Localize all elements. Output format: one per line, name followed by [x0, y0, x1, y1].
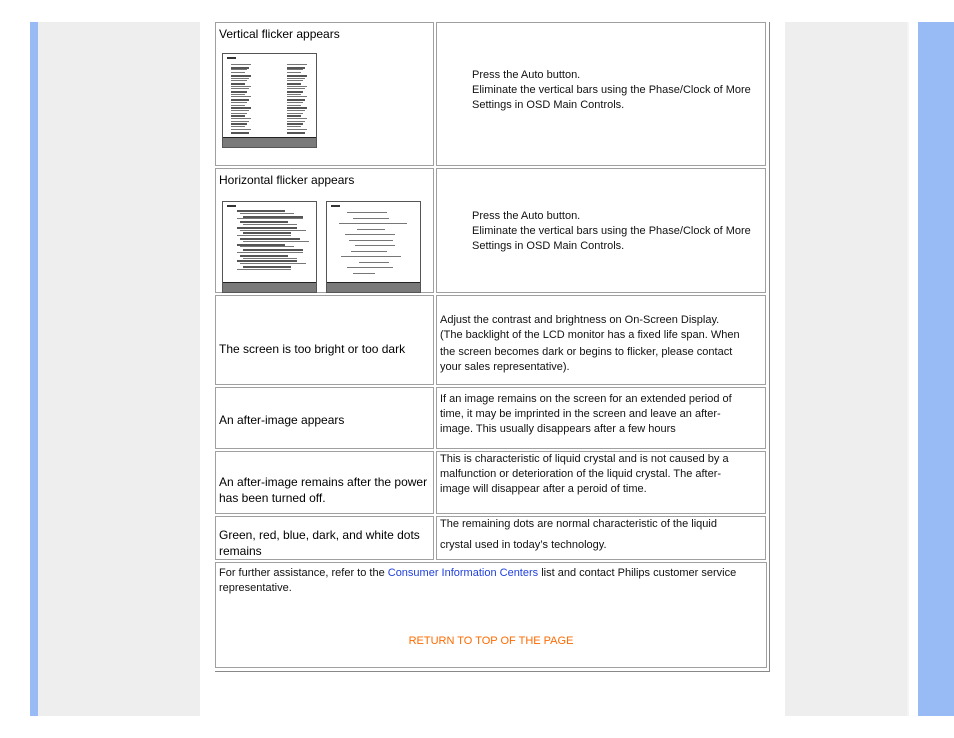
- illustration-line: [243, 232, 291, 234]
- illustration-line: [287, 99, 305, 101]
- illustration-line: [231, 75, 251, 77]
- solution-cell: [436, 387, 766, 449]
- solution-cell: [436, 168, 766, 293]
- illustration-line: [287, 64, 307, 65]
- illustration-line: [287, 123, 303, 125]
- illustration-line: [287, 72, 301, 73]
- illustration-line: [353, 218, 389, 219]
- consumer-information-centers-link[interactable]: Consumer Information Centers: [387, 567, 539, 579]
- illustration-line: [287, 118, 307, 119]
- illustration-line: [351, 251, 387, 252]
- right-blue-strip: [918, 22, 954, 716]
- horizontal-flicker-illustration-1: [222, 201, 317, 293]
- illustration-line: [287, 86, 307, 87]
- problem-cell: [215, 22, 434, 166]
- return-to-top-link[interactable]: RETURN TO TOP OF THE PAGE: [408, 635, 574, 647]
- problem-cell: [215, 387, 434, 449]
- illustration-line: [347, 212, 387, 213]
- illustration-line: [240, 213, 294, 214]
- illustration-line: [240, 230, 306, 231]
- troubleshooting-table: [215, 22, 770, 672]
- illustration-line: [287, 132, 305, 134]
- illustration-line: [237, 269, 291, 270]
- left-gray-panel: [38, 22, 200, 716]
- illustration-line: [287, 67, 305, 69]
- illustration-line: [231, 99, 249, 101]
- illustration-line: [287, 126, 301, 127]
- problem-cell: [215, 168, 434, 293]
- illustration-line: [287, 110, 305, 111]
- illustration-line: [243, 266, 291, 268]
- illustration-line: [355, 245, 395, 246]
- illustration-line: [287, 91, 303, 93]
- solution-cell: [436, 22, 766, 166]
- illustration-line: [240, 255, 288, 257]
- illustration-line: [287, 69, 303, 70]
- illustration-line: [243, 241, 309, 242]
- further-assistance-text: For further assistance, refer to the Consumer Information Centers list and contact Philips customer service representative.: [219, 567, 737, 594]
- illustration-line: [243, 258, 297, 259]
- vertical-flicker-illustration: [222, 53, 317, 148]
- solution-cell: [436, 295, 766, 385]
- illustration-line: [231, 80, 247, 81]
- illustration-line: [237, 252, 303, 253]
- illustration-line: [231, 115, 245, 117]
- illustration-line: [231, 96, 251, 97]
- solution-text: Press the Auto button. Eliminate the vertical bars using the Phase/Clock of More Settings in OSD Main Controls.: [472, 69, 751, 111]
- illustration-line: [231, 83, 245, 85]
- illustration-line: [231, 67, 249, 69]
- illustration-line: [231, 78, 249, 79]
- illustration-line: [231, 107, 251, 109]
- illustration-line: [287, 107, 307, 109]
- solution-text: Press the Auto button. Eliminate the vertical bars using the Phase/Clock of More Settings in OSD Main Controls.: [472, 210, 751, 252]
- illustration-line: [287, 113, 303, 114]
- illustration-line: [231, 88, 249, 89]
- solution-text: The remaining dots are normal characteristic of the liquid crystal used in today’s technology.: [440, 518, 717, 551]
- left-blue-strip: [30, 22, 38, 716]
- illustration-line: [231, 91, 247, 93]
- illustration-line: [237, 218, 303, 219]
- solution-cell: [436, 451, 766, 514]
- right-gray-panel: [785, 22, 907, 716]
- illustration-line: [341, 256, 401, 257]
- illustration-line: [345, 234, 395, 235]
- illustration-line: [231, 121, 249, 122]
- illustration-line: [231, 105, 245, 106]
- illustration-line: [237, 235, 291, 236]
- illustration-line: [237, 210, 285, 212]
- problem-text: The screen is too bright or too dark: [219, 342, 406, 356]
- illustration-line: [231, 129, 251, 130]
- illustration-line: [287, 88, 305, 89]
- illustration-line: [287, 94, 301, 95]
- illustration-line: [243, 249, 303, 251]
- illustration-line: [240, 221, 288, 223]
- illustration-line: [231, 118, 251, 119]
- solution-cell: [436, 516, 766, 560]
- problem-cell: [215, 516, 434, 560]
- problem-cell: [215, 451, 434, 514]
- illustration-line: [243, 224, 297, 225]
- illustration-line: [357, 229, 385, 230]
- illustration-line: [287, 75, 307, 77]
- footer-cell: [215, 562, 767, 668]
- illustration-line: [237, 227, 297, 229]
- illustration-line: [237, 260, 297, 262]
- illustration-line: [231, 123, 247, 125]
- illustration-line: [339, 223, 407, 224]
- illustration-line: [231, 72, 245, 73]
- solution-text: This is characteristic of liquid crystal and is not caused by a malfunction or deterioration of the liquid crystal. The after- image will disappear after a peroid of time.: [440, 453, 729, 495]
- illustration-line: [240, 246, 294, 247]
- illustration-line: [287, 80, 303, 81]
- illustration-line: [237, 244, 285, 246]
- illustration-line: [231, 132, 249, 134]
- illustration-line: [359, 262, 389, 263]
- illustration-line: [347, 267, 393, 268]
- illustration-line: [240, 238, 300, 240]
- illustration-line: [231, 113, 247, 114]
- right-separator: [907, 22, 909, 716]
- illustration-line: [353, 273, 375, 274]
- illustration-line: [231, 126, 245, 127]
- illustration-line: [231, 102, 247, 103]
- illustration-line: [231, 94, 245, 95]
- problem-text: Green, red, blue, dark, and white dots remains: [219, 528, 420, 558]
- illustration-line: [287, 78, 305, 79]
- illustration-line: [287, 129, 307, 130]
- problem-text: Horizontal flicker appears: [219, 173, 355, 187]
- problem-text: An after-image remains after the power has been turned off.: [219, 475, 428, 505]
- illustration-line: [243, 216, 303, 218]
- illustration-line: [231, 110, 249, 111]
- problem-cell: [215, 295, 434, 385]
- illustration-line: [287, 83, 301, 85]
- illustration-line: [287, 121, 305, 122]
- illustration-line: [231, 86, 251, 87]
- illustration-line: [240, 263, 306, 264]
- illustration-line: [287, 115, 301, 117]
- illustration-line: [287, 102, 303, 103]
- solution-text: If an image remains on the screen for an extended period of time, it may be imprinted in the screen and leave an after- image. This usually disappears after a few hours: [440, 393, 732, 435]
- illustration-line: [231, 64, 251, 65]
- illustration-line: [349, 240, 393, 241]
- solution-text: Adjust the contrast and brightness on On-Screen Display. (The backlight of the LCD monitor has a fixed life span. When the screen becomes dark or begins to flicker, please contact your sales representative).: [440, 314, 740, 373]
- problem-text: An after-image appears: [219, 413, 345, 427]
- illustration-line: [231, 69, 247, 70]
- illustration-line: [287, 96, 307, 97]
- problem-text: Vertical flicker appears: [219, 27, 340, 41]
- illustration-line: [287, 105, 301, 106]
- horizontal-flicker-illustration-2: [326, 201, 421, 293]
